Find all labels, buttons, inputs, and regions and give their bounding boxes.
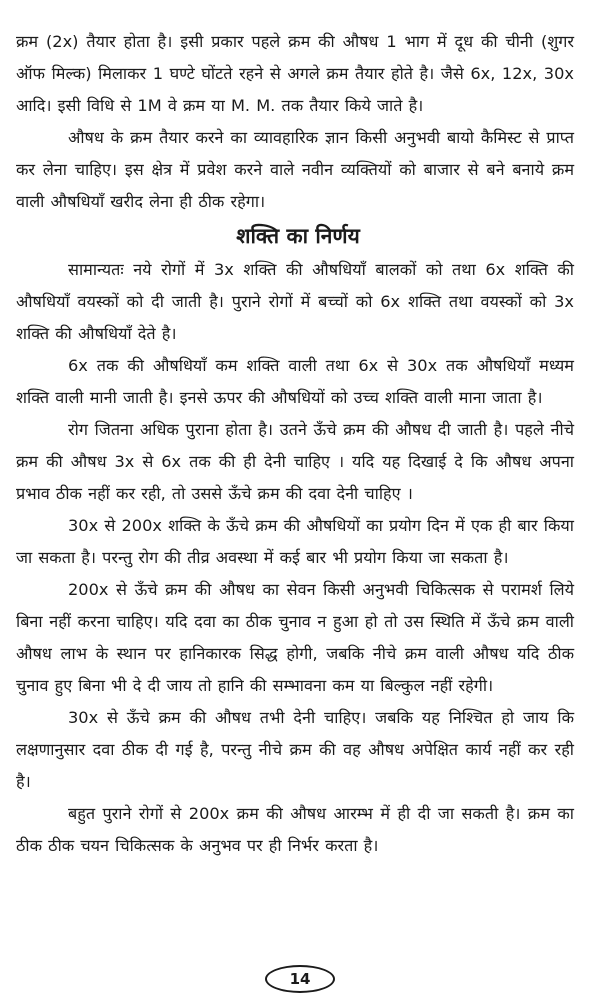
page-footer [0,965,600,993]
paragraph-4: 6x तक की औषधियाँ कम शक्ति वाली तथा 6x से 30x तक औषधियाँ मध्यम शक्ति वाली मानी जाती है। इनसे ऊपर की औषधियों को उच्च शक्ति वाली माना जाता है। [16,356,574,407]
paragraph-7: 200x से ऊँचे क्रम की औषध का सेवन किसी अनुभवी चिकित्सक से परामर्श लिये बिना नहीं करना चाहिए। यदि दवा का ठीक चुनाव न हुआ हो तो उस स्थिति में ऊँचे क्रम वाली औषध लाभ के स्थान पर हानिकारक सिद्ध होगी, जबकि नीचे क्रम वाली औषध यदि ठीक चुनाव हुए बिना भी दे दी जाय तो हानि की सम्भावना कम या बिल्कुल नहीं रहेगी। [16,580,574,695]
paragraph-6: 30x से 200x शक्ति के ऊँचे क्रम की औषधियों का प्रयोग दिन में एक ही बार किया जा सकता है। परन्तु रोग की तीव्र अवस्था में कई बार भी प्रयोग किया जा सकता है। [16,516,574,567]
paragraph-3: सामान्यतः नये रोगों में 3x शक्ति की औषधियाँ बालकों को तथा 6x शक्ति की औषधियाँ वयस्कों को दी जाती है। पुराने रोगों में बच्चों को 6x शक्ति तथा वयस्कों को 3x शक्ति की औषधियाँ देते है। [16,260,574,343]
page-number: 14 [265,965,335,993]
paragraph-2: औषध के क्रम तैयार करने का व्यावहारिक ज्ञान किसी अनुभवी बायो कैमिस्ट से प्राप्त कर लेना चाहिए। इस क्षेत्र में प्रवेश करने वाले नवीन व्यक्तियों को बाजार से बने बनाये क्रम वाली औषधियाँ खरीद लेना ही ठीक रहेगा। [16,128,574,211]
paragraph-9: बहुत पुराने रोगों से 200x क्रम की औषध आरम्भ में ही दी जा सकती है। क्रम का ठीक ठीक चयन चिकित्सक के अनुभव पर ही निर्भर करता है। [16,804,574,855]
paragraph-5: रोग जितना अधिक पुराना होता है। उतने ऊँचे क्रम की औषध दी जाती है। पहले नीचे क्रम की औषध 3x से 6x तक की ही देनी चाहिए । यदि यह दिखाई दे कि औषध अपना प्रभाव ठीक नहीं कर रही, तो उससे ऊँचे क्रम की दवा देनी चाहिए । [16,420,574,503]
section-heading: शक्ति का निर्णय [236,224,360,248]
paragraph-8: 30x से ऊँचे क्रम की औषध तभी देनी चाहिए। जबकि यह निश्चित हो जाय कि लक्षणानुसार दवा ठीक दी गई है, परन्तु नीचे क्रम की वह औषध अपेक्षित कार्य नहीं कर रही है। [16,708,574,791]
paragraph-1: क्रम (2x) तैयार होता है। इसी प्रकार पहले क्रम की औषध 1 भाग में दूध की चीनी (शुगर ऑफ मिल्क) मिलाकर 1 घण्टे घोंटते रहने से अगले क्रम तैयार होते है। जैसे 6x, 12x, 30x आदि। इसी विधि से 1M वे क्रम या M. M. तक तैयार किये जाते है। [16,32,574,115]
